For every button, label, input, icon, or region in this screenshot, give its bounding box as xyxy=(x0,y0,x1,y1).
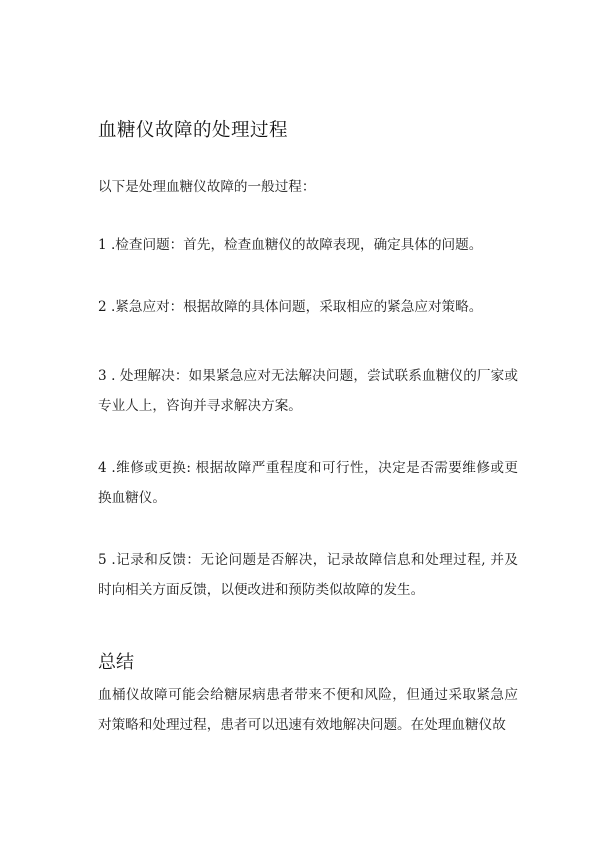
summary-paragraph: 血桶仪故障可能会给糖尿病患者带来不便和风险，但通过采取紧急应对策略和处理过程，患者可以迅速有效地解决问题。在处理血糖仪故 xyxy=(98,687,518,733)
summary-heading: 总结 xyxy=(98,652,134,673)
step-3: 3 . 处理解决：如果紧急应对无法解决问题，尝试联系血糖仪的厂家或专业人上，咨询并寻求解决方案。 xyxy=(98,368,518,414)
step-4: 4 .维修或更换: 根据故障严重程度和可行性，决定是否需要维修或更换血糖仪。 xyxy=(98,460,518,506)
step-1: 1 .检查问题：首先，检查血糖仪的故障表现，确定具体的问题。 xyxy=(98,237,483,253)
intro-paragraph: 以下是处理血糖仪故障的一般过程： xyxy=(98,179,316,195)
step-2: 2 .紧急应对：根据故障的具体问题，采取相应的紧急应对策略。 xyxy=(98,299,483,315)
step-5: 5 .记录和反馈：无论问题是否解决，记录故障信息和处理过程, 并及时向相关方面反馈，以便改进和预防类似故障的发生。 xyxy=(98,552,518,598)
document-title: 血糖仪故障的处理过程 xyxy=(98,120,289,141)
